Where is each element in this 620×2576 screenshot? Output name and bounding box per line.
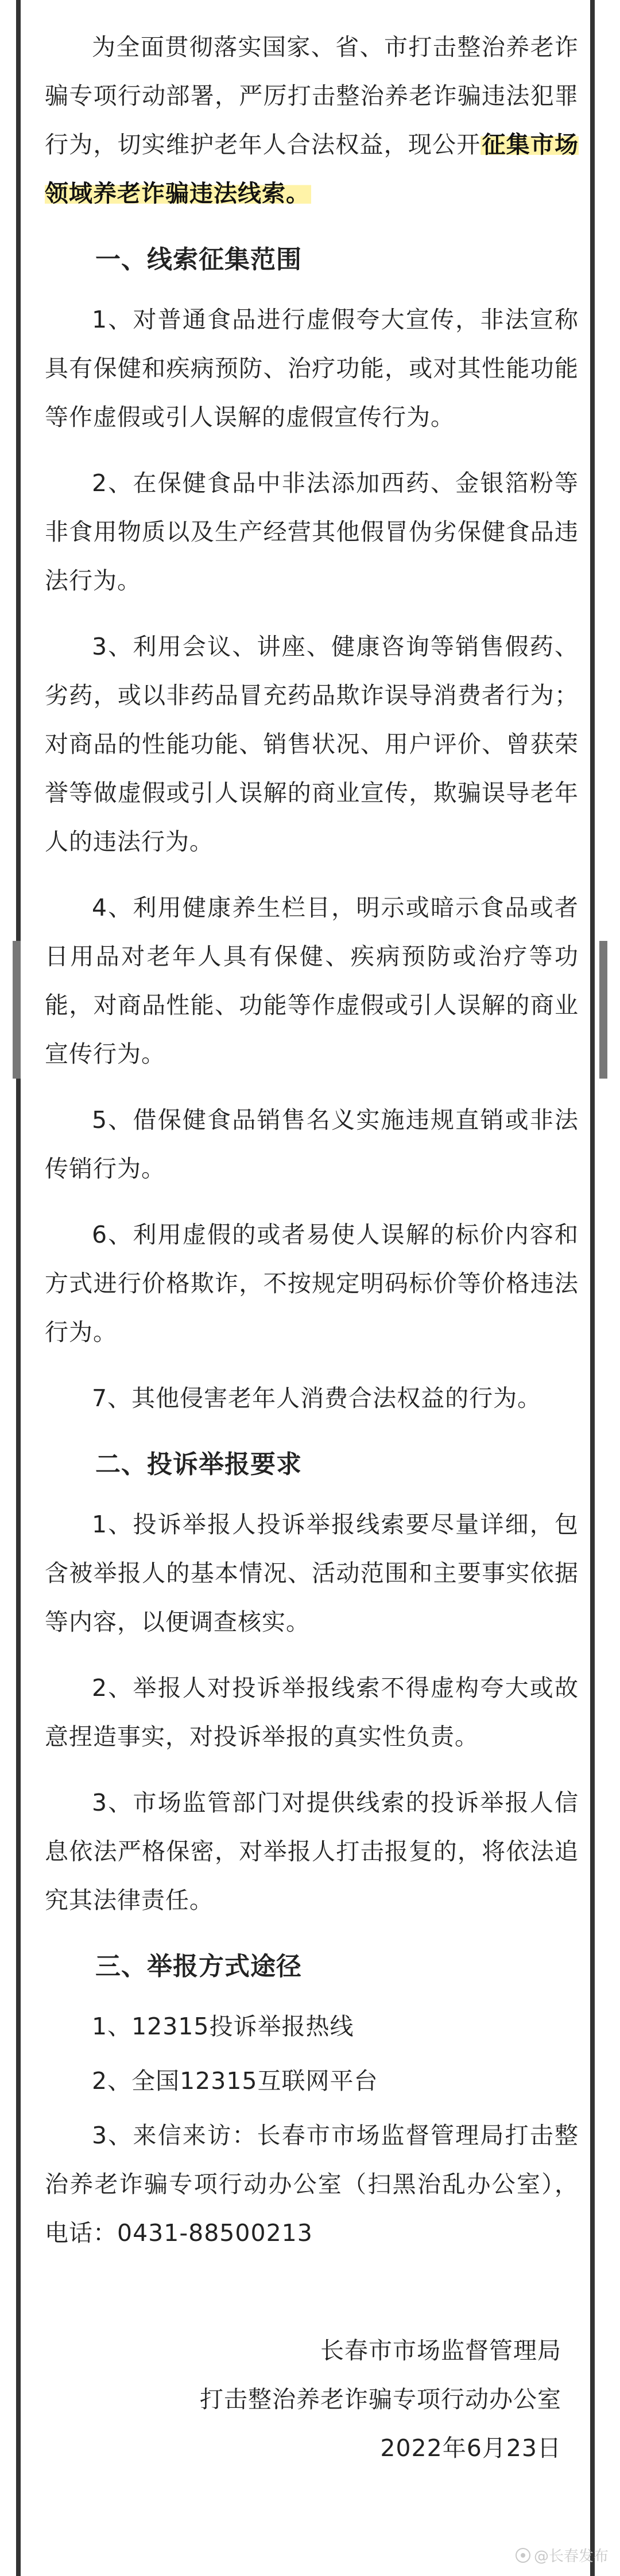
scope-item-5: 5、借保健食品销售名义实施违规直销或非法传销行为。 bbox=[45, 1106, 579, 1182]
intro-paragraph bbox=[45, 23, 579, 218]
channel-item-1: 1、12315投诉举报热线 bbox=[92, 2013, 354, 2040]
right-scroll-accent bbox=[599, 941, 607, 1079]
section-heading-scope: 一、线索征集范围 bbox=[95, 245, 302, 274]
section-heading-channels: 三、举报方式途径 bbox=[95, 1952, 302, 1981]
intro-highlight: 征集市场领域养老诈骗违法线索。 bbox=[45, 131, 579, 207]
requirement-item-3: 3、市场监管部门对提供线索的投诉举报人信息依法严格保密，对举报人打击报复的，将依法追究其法律责任。 bbox=[45, 1789, 579, 1914]
watermark-text: @长春发布 bbox=[533, 2548, 609, 2565]
scope-item-6: 6、利用虚假的或者易使人误解的标价内容和方式进行价格欺诈，不按规定明码标价等价格违法行为。 bbox=[45, 1221, 579, 1346]
signature-office: 打击整治养老诈骗专项行动办公室 bbox=[200, 2386, 561, 2413]
scope-item-3: 3、利用会议、讲座、健康咨询等销售假药、劣药，或以非药品冒充药品欺诈误导消费者行为；对商品的性能功能、销售状况、用户评价、曾获荣誉等做虚假或引人误解的商业宣传，欺骗误导老年人的违法行为。 bbox=[45, 633, 579, 855]
channel-item-2: 2、全国12315互联网平台 bbox=[92, 2067, 378, 2095]
requirement-item-1: 1、投诉举报人投诉举报线索要尽量详细，包含被举报人的基本情况、活动范围和主要事实依据等内容，以便调查核实。 bbox=[45, 1511, 579, 1636]
weibo-icon bbox=[516, 2548, 530, 2563]
watermark bbox=[516, 2544, 609, 2566]
scope-item-1: 1、对普通食品进行虚假夸大宣传，非法宣称具有保健和疾病预防、治疗功能，或对其性能功能等作虚假或引人误解的虚假宣传行为。 bbox=[45, 306, 579, 431]
scope-item-2: 2、在保健食品中非法添加西药、金银箔粉等非食用物质以及生产经营其他假冒伪劣保健食品违法行为。 bbox=[45, 469, 579, 594]
channel-item-3: 3、来信来访：长春市市场监督管理局打击整治养老诈骗专项行动办公室（扫黑治乱办公室），电话：0431-88500213 bbox=[45, 2122, 579, 2247]
signature-org: 长春市市场监督管理局 bbox=[320, 2337, 561, 2364]
scope-item-4: 4、利用健康养生栏目，明示或暗示食品或者日用品对老年人具有保健、疾病预防或治疗等功能，对商品性能、功能等作虚假或引人误解的商业宣传行为。 bbox=[45, 894, 579, 1068]
signature-block bbox=[45, 2326, 579, 2473]
intro-text: 为全面贯彻落实国家、省、市打击整治养老诈骗专项行动部署，严厉打击整治养老诈骗违法犯罪行为，切实维护老年人合法权益，现公开 bbox=[45, 33, 579, 158]
signature-date: 2022年6月23日 bbox=[380, 2434, 561, 2462]
scope-item-7: 7、其他侵害老年人消费合法权益的行为。 bbox=[92, 1384, 542, 1412]
requirement-item-2: 2、举报人对投诉举报线索不得虚构夸大或故意捏造事实，对投诉举报的真实性负责。 bbox=[45, 1674, 579, 1750]
left-scroll-accent bbox=[13, 941, 21, 1079]
notice-body bbox=[45, 23, 579, 2473]
section-heading-requirements: 二、投诉举报要求 bbox=[95, 1450, 302, 1479]
